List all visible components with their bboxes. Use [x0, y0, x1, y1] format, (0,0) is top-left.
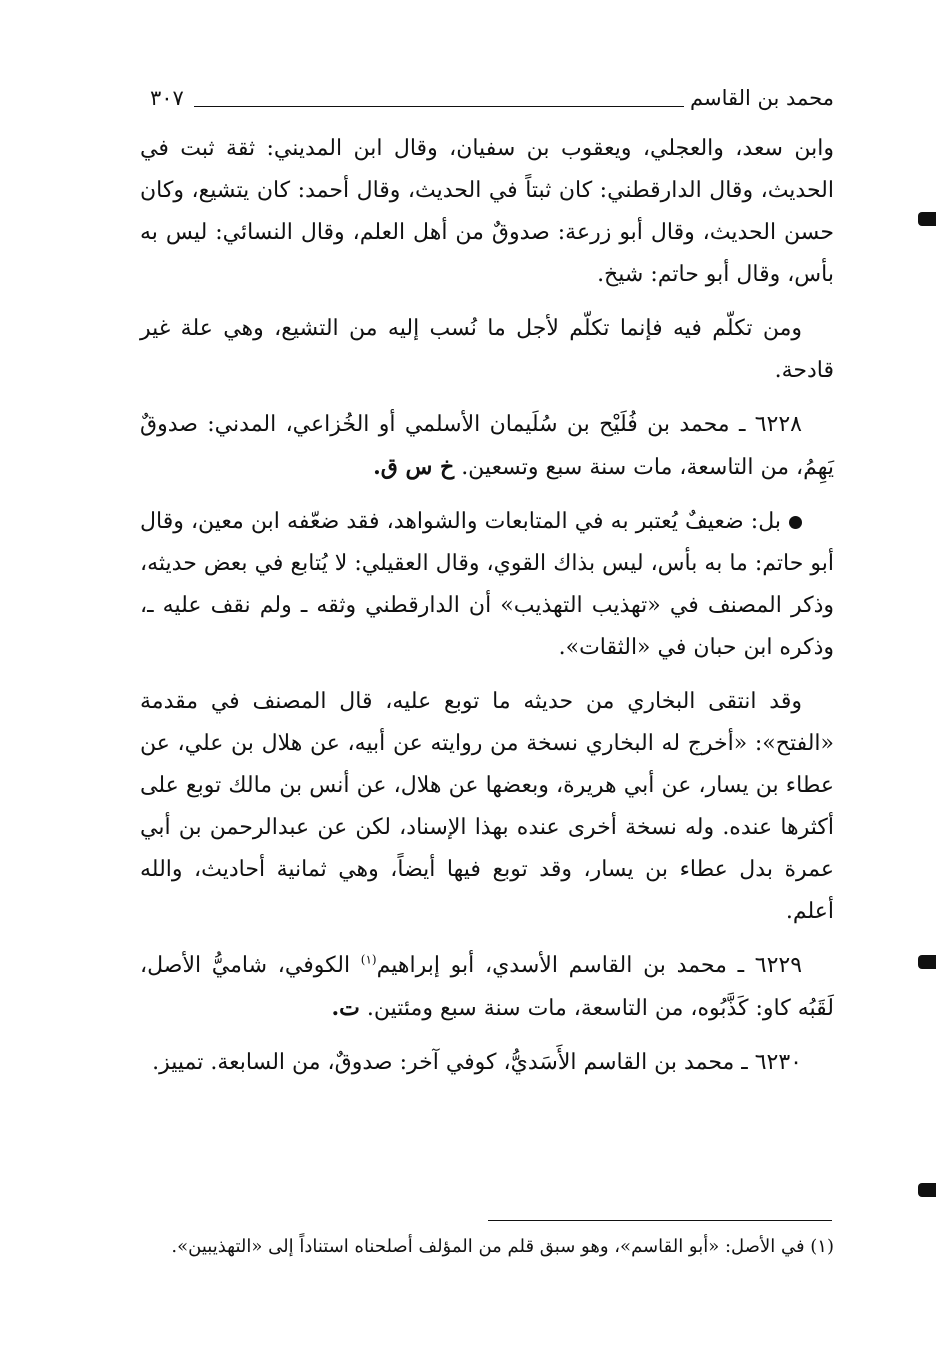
page-edge-mark: [918, 955, 936, 969]
footnote-marker[interactable]: (١): [360, 952, 377, 967]
main-text: [140, 128, 834, 1096]
footnote-rule: [488, 1220, 832, 1221]
entry-6228-text: ٦٢٢٨ ـ محمد بن فُلَيْح بن سُلَيمان الأسلمي أو الخُزاعي، المدني: صدوقٌ يَهِمُ، من التاسعة، مات سنة سبع وتسعين.: [140, 412, 834, 480]
bullet-note-text: بل: ضعيفٌ يُعتبر به في المتابعات والشواهد، فقد ضعّفه ابن معين، وقال أبو حاتم: ما به بأس، ليس بذاك القوي، وقال العقيلي: لا يُتابع في بعض حديثه، وذكر المصنف في «تهذيب التهذيب» أن الدارقطني وثقه ـ ولم نقف عليه ـ، وذكره ابن حبان في «الثقات».: [140, 509, 834, 660]
page-number: ٣٠٧: [150, 86, 184, 110]
entry-6230: ٦٢٣٠ ـ محمد بن القاسم الأَسَديُّ، كوفي آخر: صدوقٌ، من السابعة. تمييز.: [152, 1050, 802, 1075]
running-title: محمد بن القاسم: [690, 86, 834, 110]
footnote: (١) في الأصل: «أبو القاسم»، وهو سبق قلم من المؤلف أصلحناه استناداً إلى «التهذيبين».: [171, 1236, 834, 1257]
entry-6229-text-a: ٦٢٢٩ ـ محمد بن القاسم الأسدي، أبو إبراهيم: [376, 953, 803, 978]
paragraph-bukhari-note: وقد انتقى البخاري من حديثه ما توبع عليه، قال المصنف في مقدمة «الفتح»: «أخرج له البخاري نسخة من روايته عن أبيه، عن هلال بن علي، عن عطاء بن يسار، عن أبي هريرة، وبعضها عن هلال، عن أنس بن مالك توبع على أكثرها عنده. وله نسخة أخرى عنده بهذا الإسناد، لكن عن عبدالرحمن بن أبي عمرة بدل عطاء بن يسار، وقد توبع فيها أيضاً، وهي ثمانية أحاديث، والله أعلم.: [140, 689, 834, 924]
paragraph-continuation: وابن سعد، والعجلي، ويعقوب بن سفيان، وقال ابن المديني: ثقة ثبت في الحديث، وقال الدارقطني: كان ثبتاً في الحديث، وقال أحمد: كان يتشيع، وكان حسن الحديث، وقال أبو زرعة: صدوقٌ من أهل العلم، وقال النسائي: ليس به بأس، وقال أبو حاتم: شيخ.: [140, 136, 834, 287]
header-rule: [194, 106, 684, 107]
entry-6228: [140, 404, 834, 489]
page-edge-mark: [918, 1183, 936, 1197]
entry-6229: [140, 945, 834, 1030]
page-edge-mark: [918, 212, 936, 226]
bullet-icon: [789, 516, 802, 529]
entry-6229-text-b: الكوفي، شاميُّ الأصل، لَقَبُه كاو: كَذَّبُوه، من التاسعة، مات سنة سبع ومئتين.: [140, 953, 834, 1021]
page-header: [150, 84, 834, 118]
entry-6229-ref: ت.: [331, 995, 360, 1021]
entry-6228-ref: خ س ق.: [373, 454, 455, 480]
paragraph-bullet-note: [140, 501, 834, 669]
paragraph-commentary: ومن تكلّم فيه فإنما تكلّم لأجل ما نُسب إليه من التشيع، وهي علة غير قادحة.: [140, 316, 834, 383]
